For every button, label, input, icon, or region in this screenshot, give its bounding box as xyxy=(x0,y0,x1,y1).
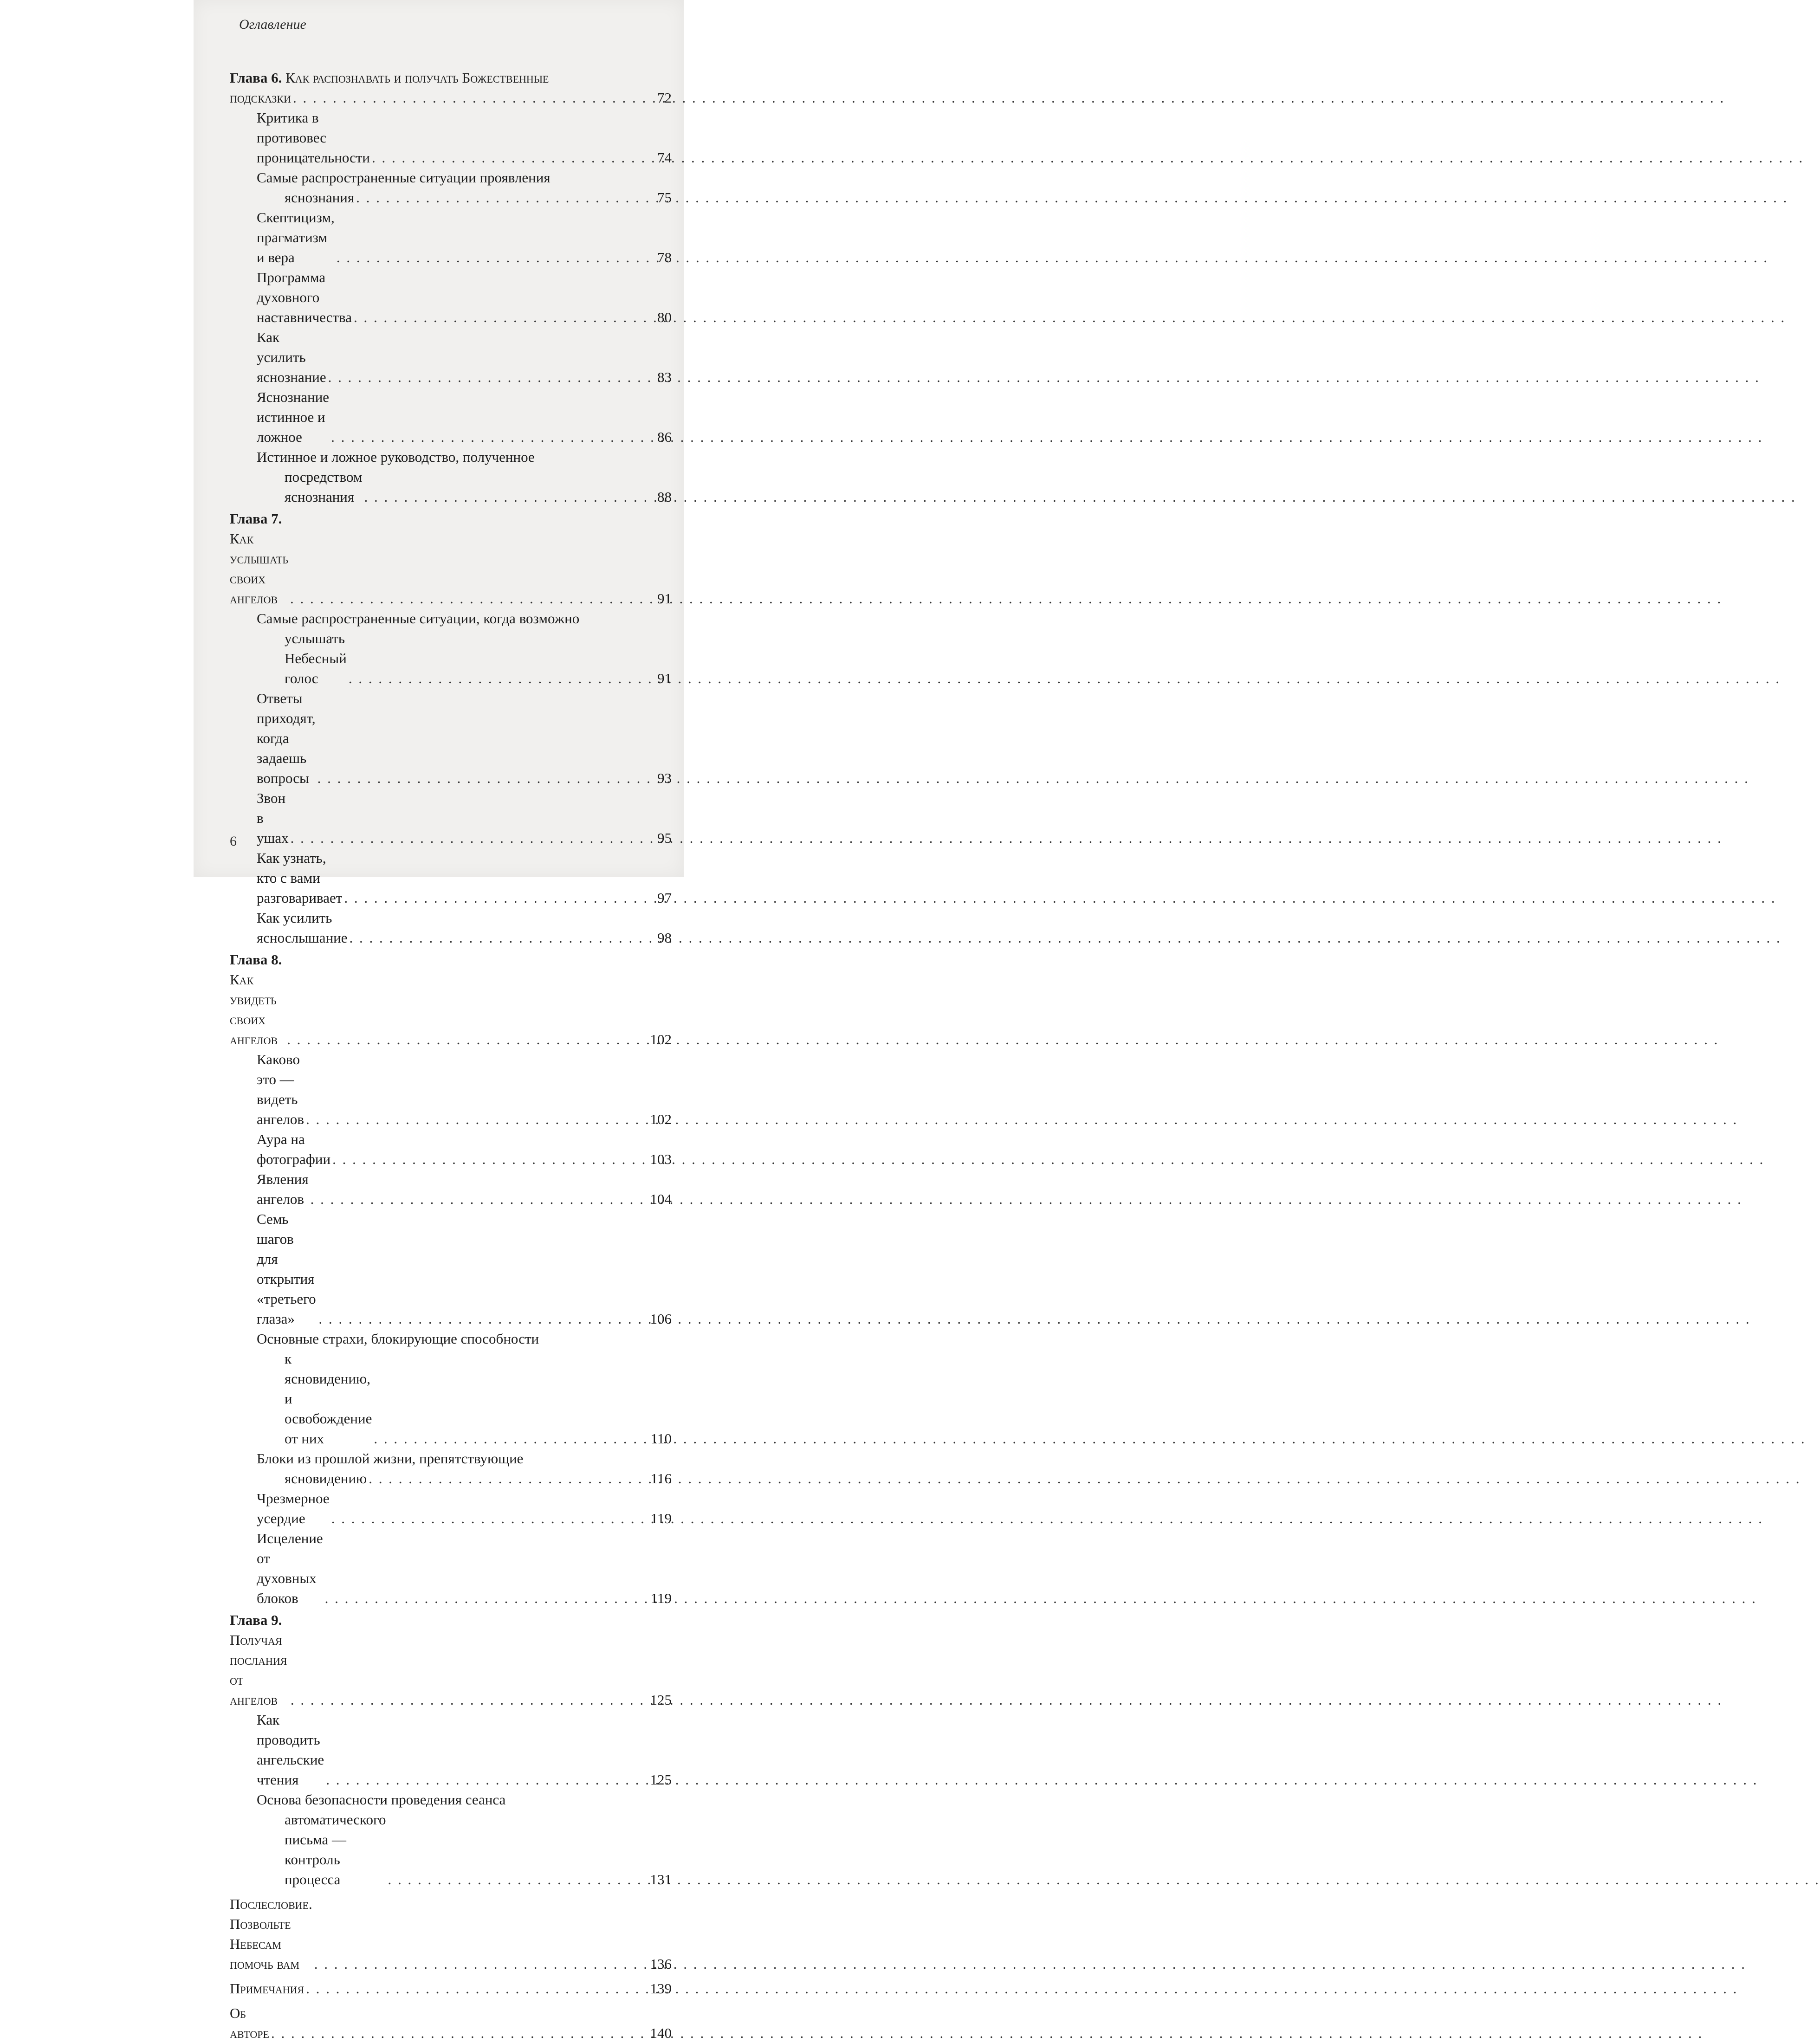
toc-line xyxy=(257,688,672,788)
toc-line xyxy=(230,68,672,88)
dot-leader xyxy=(309,1189,648,1209)
toc-page-number: 80 xyxy=(657,309,672,325)
toc-line xyxy=(257,187,672,207)
toc-entry-sub xyxy=(230,688,672,788)
toc-page-number: 98 xyxy=(657,930,672,946)
toc-title: Исцеление от духовных блоков xyxy=(257,1530,323,1606)
toc-title: Явления ангелов xyxy=(257,1171,309,1207)
toc-entry-sub xyxy=(230,1129,672,1169)
toc-line-text xyxy=(257,1209,317,1329)
page-number: 6 xyxy=(230,834,237,849)
toc-title: Семь шагов для открытия «третьего глаза» xyxy=(257,1211,316,1327)
dot-leader xyxy=(291,88,648,108)
dot-leader xyxy=(386,1869,648,1889)
toc-page-number: 86 xyxy=(657,429,672,445)
toc-title: подсказки xyxy=(230,90,291,106)
toc-title: Аура на фотографии xyxy=(257,1131,331,1167)
toc-page-number: 136 xyxy=(650,1956,672,1972)
toc-line xyxy=(257,788,672,848)
toc-title: Как услышать своих ангелов xyxy=(230,530,289,607)
dot-leader xyxy=(324,1770,648,1790)
toc-line xyxy=(257,1329,672,1349)
toc-page-number: 75 xyxy=(657,189,672,206)
dot-leader xyxy=(269,2023,648,2043)
toc-line-text xyxy=(257,688,316,788)
toc-title: Самые распространенные ситуации проявления xyxy=(257,169,551,186)
toc-page-number: 74 xyxy=(657,149,672,166)
toc-page-number: 119 xyxy=(650,1590,672,1606)
dot-leader xyxy=(372,1429,648,1448)
toc-page-number: 93 xyxy=(657,770,672,786)
toc-line-text xyxy=(230,1978,304,1998)
toc-entry-sub xyxy=(230,608,672,688)
toc-line-text xyxy=(285,187,354,207)
toc-page-number: 83 xyxy=(657,369,672,385)
toc-entry-sub xyxy=(230,1169,672,1209)
toc-line-text xyxy=(285,1810,386,1889)
dot-leader xyxy=(330,1149,648,1169)
toc-line-text xyxy=(257,1169,309,1209)
toc-title: Истинное и ложное руководство, полученное xyxy=(257,449,535,465)
dot-leader xyxy=(352,307,648,327)
toc-line xyxy=(257,1710,672,1790)
toc-line-text xyxy=(257,1450,523,1467)
toc-page-number: 72 xyxy=(657,90,672,106)
toc-title: Звон в ушах xyxy=(257,790,289,846)
toc-line xyxy=(257,387,672,447)
toc-title: ясновидению xyxy=(285,1470,367,1487)
toc-entry-chapter xyxy=(230,68,672,108)
toc-title: Скептицизм, прагматизм и вера xyxy=(257,209,335,265)
toc-line xyxy=(257,207,672,267)
toc-page-number: 102 xyxy=(650,1031,672,1047)
toc-page-number: 104 xyxy=(650,1191,672,1207)
toc-entry-sub xyxy=(230,1488,672,1528)
toc-entry-back xyxy=(230,2003,672,2043)
toc-line xyxy=(257,1790,672,1810)
toc-line xyxy=(230,2003,672,2043)
toc-title: яснознания xyxy=(285,189,355,206)
dot-leader xyxy=(354,187,648,207)
toc-line xyxy=(257,467,672,507)
toc-line-text xyxy=(257,169,551,186)
toc-line-text xyxy=(230,509,288,608)
toc-line-text xyxy=(257,1129,330,1169)
toc-line-text xyxy=(285,467,363,507)
toc-line-text xyxy=(285,1468,367,1488)
toc-line xyxy=(257,1349,672,1448)
toc-line-text xyxy=(257,207,335,267)
toc-line xyxy=(257,628,672,688)
toc-line xyxy=(257,1528,672,1608)
dot-leader xyxy=(312,1954,648,1974)
dot-leader xyxy=(329,427,648,447)
toc-entry-sub xyxy=(230,327,672,387)
toc-page-number: 140 xyxy=(650,2025,672,2041)
toc-page-number: 139 xyxy=(650,1980,672,1997)
dot-leader xyxy=(288,588,648,608)
toc-line-text xyxy=(257,387,329,447)
toc-line xyxy=(257,1209,672,1329)
toc-title: посредством яснознания xyxy=(285,469,363,505)
dot-leader xyxy=(342,888,648,908)
toc-line xyxy=(230,1610,672,1710)
toc-line xyxy=(257,1129,672,1169)
toc-line-text xyxy=(285,1349,372,1448)
toc-line-text xyxy=(230,1894,312,1974)
toc-line-text xyxy=(257,1488,330,1528)
toc-line-text xyxy=(257,1331,539,1347)
toc-line-text xyxy=(230,1610,289,1710)
toc-line-text xyxy=(257,108,370,168)
toc-page-number: 103 xyxy=(650,1151,672,1167)
toc-entry-sub xyxy=(230,1329,672,1448)
toc-line-text xyxy=(257,1049,304,1129)
toc-entry-chapter xyxy=(230,509,672,608)
toc-title: Основные страхи, блокирующие способности xyxy=(257,1331,539,1347)
toc-line-text xyxy=(257,1528,323,1608)
table-of-contents xyxy=(230,66,672,2043)
toc-line-text xyxy=(230,88,291,108)
toc-title: к ясновидению, и освобождение от них xyxy=(285,1351,372,1447)
toc-page-number: 88 xyxy=(657,489,672,505)
dot-leader xyxy=(323,1588,648,1608)
toc-page-number: 102 xyxy=(650,1111,672,1127)
toc-page-number: 125 xyxy=(650,1692,672,1708)
toc-line xyxy=(230,88,672,108)
toc-page-number: 110 xyxy=(650,1430,672,1447)
toc-title: Получая послания от ангелов xyxy=(230,1632,287,1708)
dot-leader xyxy=(289,1690,648,1710)
toc-line xyxy=(257,168,672,187)
toc-page-number: 106 xyxy=(650,1311,672,1327)
toc-page-number: 116 xyxy=(650,1470,672,1487)
dot-leader xyxy=(316,768,648,788)
dot-leader xyxy=(367,1468,648,1488)
toc-page-number: 97 xyxy=(657,890,672,906)
toc-line xyxy=(257,327,672,387)
toc-title: Основа безопасности проведения сеанса xyxy=(257,1791,506,1808)
toc-page-number: 131 xyxy=(650,1871,672,1888)
toc-title: Как распознавать и получать Божественные xyxy=(285,70,549,86)
toc-line xyxy=(257,1169,672,1209)
toc-line-text xyxy=(230,2003,269,2043)
toc-title: автоматического письма — контроль процесса xyxy=(285,1811,386,1888)
book-page xyxy=(194,0,684,2041)
toc-page-number: 91 xyxy=(657,670,672,686)
chapter-label: Глава 6. xyxy=(230,70,282,86)
dot-leader xyxy=(348,928,648,948)
toc-line xyxy=(230,509,672,608)
toc-line-text xyxy=(285,628,347,688)
toc-title: Блоки из прошлой жизни, препятствующие xyxy=(257,1450,524,1467)
dot-leader xyxy=(289,828,648,848)
chapter-label: Глава 9. xyxy=(230,1612,282,1628)
toc-line xyxy=(257,1468,672,1488)
toc-title: Об авторе xyxy=(230,2005,269,2041)
toc-entry-sub xyxy=(230,168,672,207)
toc-title: Примечания xyxy=(230,1980,304,1997)
toc-entry-sub xyxy=(230,1790,672,1889)
dot-leader xyxy=(347,668,648,688)
toc-line xyxy=(230,950,672,1049)
toc-entry-sub xyxy=(230,447,672,507)
toc-entry-sub xyxy=(230,848,672,908)
toc-title: Как увидеть своих ангелов xyxy=(230,971,278,1047)
toc-line-text xyxy=(257,1791,505,1808)
toc-entry-chapter xyxy=(230,950,672,1049)
toc-line xyxy=(257,848,672,908)
dot-leader xyxy=(304,1978,648,1998)
dot-leader xyxy=(370,148,648,168)
toc-entry-chapter xyxy=(230,1610,672,1710)
chapter-label: Глава 8. xyxy=(230,951,282,968)
toc-title: Как узнать, кто с вами разговаривает xyxy=(257,850,343,906)
dot-leader xyxy=(335,247,648,267)
toc-entry-sub xyxy=(230,267,672,327)
toc-line xyxy=(257,108,672,168)
toc-entry-back xyxy=(230,1894,672,1974)
toc-title: Как проводить ангельские чтения xyxy=(257,1712,324,1788)
toc-entry-sub xyxy=(230,1448,672,1488)
toc-line-text xyxy=(257,327,326,387)
toc-line-text xyxy=(257,788,289,848)
toc-title: Яснознание истинное и ложное xyxy=(257,389,330,445)
toc-entry-sub xyxy=(230,387,672,447)
dot-leader xyxy=(326,367,648,387)
toc-line xyxy=(257,447,672,467)
toc-entry-sub xyxy=(230,207,672,267)
toc-entry-sub xyxy=(230,908,672,948)
toc-line-text xyxy=(257,610,579,627)
toc-title: Критика в противовес проницательности xyxy=(257,110,370,166)
toc-line xyxy=(257,908,672,948)
dot-leader xyxy=(330,1508,648,1528)
toc-line xyxy=(257,1810,672,1889)
toc-entry-sub xyxy=(230,1209,672,1329)
toc-line-text xyxy=(257,848,342,908)
toc-entry-back xyxy=(230,1978,672,1998)
toc-page-number: 125 xyxy=(650,1771,672,1788)
toc-page-number: 95 xyxy=(657,830,672,846)
toc-line xyxy=(230,1978,672,1998)
toc-entry-sub xyxy=(230,788,672,848)
toc-page-number: 78 xyxy=(657,249,672,265)
toc-page-number: 119 xyxy=(650,1510,672,1526)
toc-line-text xyxy=(257,267,352,327)
toc-line xyxy=(257,1448,672,1468)
toc-line xyxy=(257,267,672,327)
toc-entry-sub xyxy=(230,108,672,168)
dot-leader xyxy=(363,487,648,507)
dot-leader xyxy=(285,1029,648,1049)
toc-title: услышать Небесный голос xyxy=(285,630,347,686)
toc-line xyxy=(257,1049,672,1129)
toc-title: Послесловие. Позвольте Небесам помочь вам xyxy=(230,1896,312,1972)
toc-title: Как усилить яснослышание xyxy=(257,910,348,946)
toc-title: Ответы приходят, когда задаешь вопросы xyxy=(257,690,316,786)
toc-entry-sub xyxy=(230,1049,672,1129)
toc-title: Чрезмерное усердие xyxy=(257,1490,330,1526)
chapter-label: Глава 7. xyxy=(230,511,282,527)
toc-line-text xyxy=(230,70,549,86)
dot-leader xyxy=(317,1309,648,1329)
toc-title: Как усилить яснознание xyxy=(257,329,326,385)
toc-entry-sub xyxy=(230,1528,672,1608)
toc-title: Самые распространенные ситуации, когда возможно xyxy=(257,610,580,627)
toc-line xyxy=(257,1488,672,1528)
toc-line xyxy=(230,1894,672,1974)
toc-line-text xyxy=(257,908,348,948)
toc-page-number: 91 xyxy=(657,590,672,607)
toc-entry-sub xyxy=(230,1710,672,1790)
toc-title: Каково это — видеть ангелов xyxy=(257,1051,304,1127)
toc-line-text xyxy=(257,1710,324,1790)
running-head: Оглавление xyxy=(239,17,306,32)
toc-title: Программа духовного наставничества xyxy=(257,269,352,325)
toc-line-text xyxy=(230,950,285,1049)
toc-line-text xyxy=(257,449,535,465)
dot-leader xyxy=(304,1109,648,1129)
toc-line xyxy=(257,608,672,628)
